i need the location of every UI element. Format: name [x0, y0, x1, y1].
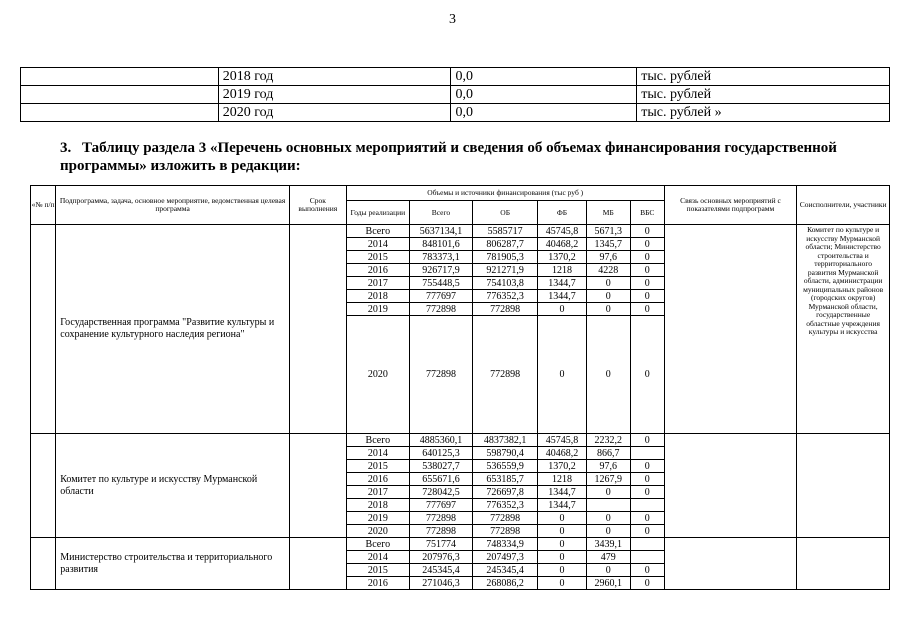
mb-cell: 4228	[586, 264, 630, 277]
fb-cell: 1218	[538, 264, 586, 277]
program-name-cell: Государственная программа "Развитие культуры и сохранение культурного наследия региона"	[56, 225, 290, 434]
fb-cell: 1344,7	[538, 486, 586, 499]
mb-cell: 866,7	[586, 447, 630, 460]
mb-cell: 0	[586, 512, 630, 525]
ob-cell: 5585717	[473, 225, 538, 238]
vbs-cell	[630, 538, 664, 551]
fb-cell: 0	[538, 303, 586, 316]
fb-cell: 0	[538, 525, 586, 538]
year-cell: 2018	[346, 290, 409, 303]
total-cell: 848101,6	[409, 238, 472, 251]
header-volumes: Объемы и источники финансирования (тыс руб )	[346, 186, 664, 201]
total-cell: 777697	[409, 290, 472, 303]
value-cell: 0,0	[451, 86, 637, 104]
fb-cell: 1344,7	[538, 290, 586, 303]
row-number-cell	[31, 538, 56, 590]
fb-cell: 40468,2	[538, 238, 586, 251]
link-cell	[664, 434, 797, 538]
year-cell: 2018	[346, 499, 409, 512]
table-row	[31, 225, 890, 238]
ob-cell: 653185,7	[473, 473, 538, 486]
vbs-cell: 0	[630, 460, 664, 473]
fb-cell: 40468,2	[538, 447, 586, 460]
header-total: Всего	[409, 201, 472, 225]
mb-cell: 97,6	[586, 251, 630, 264]
row-number-cell	[31, 434, 56, 538]
ob-cell: 245345,4	[473, 564, 538, 577]
ob-cell: 754103,8	[473, 277, 538, 290]
year-cell: 2015	[346, 564, 409, 577]
year-cell: 2018 год	[218, 68, 451, 86]
vbs-cell	[630, 551, 664, 564]
total-cell: 772898	[409, 525, 472, 538]
fb-cell: 45745,8	[538, 225, 586, 238]
mb-cell: 2232,2	[586, 434, 630, 447]
year-cell: 2014	[346, 551, 409, 564]
ob-cell: 268086,2	[473, 577, 538, 590]
total-cell: 755448,5	[409, 277, 472, 290]
year-cell: 2019	[346, 303, 409, 316]
total-cell: 728042,5	[409, 486, 472, 499]
vbs-cell: 0	[630, 577, 664, 590]
vbs-cell: 0	[630, 512, 664, 525]
ob-cell: 772898	[473, 512, 538, 525]
ob-cell: 748334,9	[473, 538, 538, 551]
term-cell	[289, 434, 346, 538]
empty-cell	[21, 104, 219, 122]
header-term: Срок выполнения	[289, 186, 346, 225]
year-cell: 2020	[346, 316, 409, 434]
mb-cell: 3439,1	[586, 538, 630, 551]
mb-cell: 0	[586, 290, 630, 303]
year-cell: 2016	[346, 473, 409, 486]
total-cell: 5637134,1	[409, 225, 472, 238]
paragraph-text: Таблицу раздела 3 «Перечень основных мероприятий и сведения об объемах финансирования государственной программы» изложить в редакции:	[60, 140, 837, 174]
header-program: Подпрограмма, задача, основное мероприятие, ведомственная целевая программа	[56, 186, 290, 225]
vbs-cell: 0	[630, 225, 664, 238]
year-cell: 2020 год	[218, 104, 451, 122]
ob-cell: 207497,3	[473, 551, 538, 564]
mb-cell: 97,6	[586, 460, 630, 473]
total-cell: 751774	[409, 538, 472, 551]
total-cell: 640125,3	[409, 447, 472, 460]
empty-cell	[21, 86, 219, 104]
table-row	[31, 538, 890, 551]
ob-cell: 921271,9	[473, 264, 538, 277]
total-cell: 207976,3	[409, 551, 472, 564]
ob-cell: 726697,8	[473, 486, 538, 499]
vbs-cell: 0	[630, 525, 664, 538]
total-cell: 772898	[409, 316, 472, 434]
year-cell: 2020	[346, 525, 409, 538]
table-row	[31, 434, 890, 447]
mb-cell: 5671,3	[586, 225, 630, 238]
year-row	[21, 104, 890, 122]
year-row	[21, 86, 890, 104]
fb-cell: 1370,2	[538, 251, 586, 264]
coexecutors-cell: Комитет по культуре и искусству Мурманской области; Министерство строительства и территориального развития Мурманской области, администрации муниципальных районов (городских округов) Мурманской области, государственные областные учреждения культуры и искусства	[797, 225, 890, 434]
ob-cell: 806287,7	[473, 238, 538, 251]
unit-cell: тыс. рублей »	[637, 104, 890, 122]
vbs-cell: 0	[630, 264, 664, 277]
mb-cell: 0	[586, 277, 630, 290]
ob-cell: 598790,4	[473, 447, 538, 460]
year-cell: 2015	[346, 251, 409, 264]
header-years: Годы реализации	[346, 201, 409, 225]
vbs-cell: 0	[630, 290, 664, 303]
ob-cell: 4837382,1	[473, 434, 538, 447]
total-cell: 777697	[409, 499, 472, 512]
page-number: 3	[449, 12, 456, 27]
mb-cell: 479	[586, 551, 630, 564]
ob-cell: 772898	[473, 303, 538, 316]
total-cell: 271046,3	[409, 577, 472, 590]
ob-cell: 781905,3	[473, 251, 538, 264]
mb-cell: 0	[586, 564, 630, 577]
year-cell: 2014	[346, 238, 409, 251]
value-cell: 0,0	[451, 104, 637, 122]
year-cell: 2017	[346, 486, 409, 499]
instruction-paragraph	[60, 139, 860, 175]
vbs-cell: 0	[630, 434, 664, 447]
vbs-cell: 0	[630, 564, 664, 577]
term-cell	[289, 225, 346, 434]
ob-cell: 772898	[473, 525, 538, 538]
header-coexec: Соисполнители, участники	[797, 186, 890, 225]
coexecutors-cell	[797, 434, 890, 538]
fb-cell: 0	[538, 551, 586, 564]
mb-cell: 0	[586, 525, 630, 538]
vbs-cell: 0	[630, 277, 664, 290]
mb-cell: 0	[586, 303, 630, 316]
vbs-cell: 0	[630, 316, 664, 434]
fb-cell: 0	[538, 564, 586, 577]
unit-cell: тыс. рублей	[637, 86, 890, 104]
ob-cell: 536559,9	[473, 460, 538, 473]
total-cell: 783373,1	[409, 251, 472, 264]
total-cell: 655671,6	[409, 473, 472, 486]
program-financing-table	[30, 185, 890, 590]
coexecutors-cell	[797, 538, 890, 590]
year-cell: 2014	[346, 447, 409, 460]
mb-cell: 0	[586, 316, 630, 434]
mb-cell: 1267,9	[586, 473, 630, 486]
paragraph-number: 3.	[60, 140, 72, 156]
program-name-cell: Комитет по культуре и искусству Мурманской области	[56, 434, 290, 538]
ob-cell: 772898	[473, 316, 538, 434]
mb-cell: 2960,1	[586, 577, 630, 590]
fb-cell: 0	[538, 512, 586, 525]
total-cell: 926717,9	[409, 264, 472, 277]
row-number-cell	[31, 225, 56, 434]
link-cell	[664, 538, 797, 590]
total-cell: 4885360,1	[409, 434, 472, 447]
total-cell: 772898	[409, 303, 472, 316]
year-cell: 2016	[346, 577, 409, 590]
fb-cell: 0	[538, 316, 586, 434]
empty-cell	[21, 68, 219, 86]
fb-cell: 1370,2	[538, 460, 586, 473]
value-cell: 0,0	[451, 68, 637, 86]
year-cell: Всего	[346, 538, 409, 551]
year-cell: Всего	[346, 434, 409, 447]
vbs-cell	[630, 447, 664, 460]
vbs-cell	[630, 499, 664, 512]
fb-cell: 0	[538, 577, 586, 590]
header-num: «№ п/п	[31, 186, 56, 225]
year-row	[21, 68, 890, 86]
fb-cell: 1344,7	[538, 499, 586, 512]
mb-cell: 0	[586, 486, 630, 499]
term-cell	[289, 538, 346, 590]
header-link: Связь основных мероприятий с показателями подпрограмм	[664, 186, 797, 225]
fb-cell: 45745,8	[538, 434, 586, 447]
year-cell: 2017	[346, 277, 409, 290]
fb-cell: 1344,7	[538, 277, 586, 290]
year-cell: 2019	[346, 512, 409, 525]
vbs-cell: 0	[630, 303, 664, 316]
total-cell: 538027,7	[409, 460, 472, 473]
year-value-table	[20, 67, 890, 122]
header-mb: МБ	[586, 201, 630, 225]
vbs-cell: 0	[630, 238, 664, 251]
mb-cell: 1345,7	[586, 238, 630, 251]
total-cell: 245345,4	[409, 564, 472, 577]
fb-cell: 1218	[538, 473, 586, 486]
mb-cell	[586, 499, 630, 512]
header-ob: ОБ	[473, 201, 538, 225]
vbs-cell: 0	[630, 473, 664, 486]
vbs-cell: 0	[630, 251, 664, 264]
link-cell	[664, 225, 797, 434]
year-cell: 2016	[346, 264, 409, 277]
year-cell: Всего	[346, 225, 409, 238]
year-cell: 2019 год	[218, 86, 451, 104]
total-cell: 772898	[409, 512, 472, 525]
year-cell: 2015	[346, 460, 409, 473]
program-name-cell: Министерство строительства и территориального развития	[56, 538, 290, 590]
header-fb: ФБ	[538, 201, 586, 225]
ob-cell: 776352,3	[473, 290, 538, 303]
vbs-cell: 0	[630, 486, 664, 499]
fb-cell: 0	[538, 538, 586, 551]
unit-cell: тыс. рублей	[637, 68, 890, 86]
ob-cell: 776352,3	[473, 499, 538, 512]
header-vbs: ВБС	[630, 201, 664, 225]
